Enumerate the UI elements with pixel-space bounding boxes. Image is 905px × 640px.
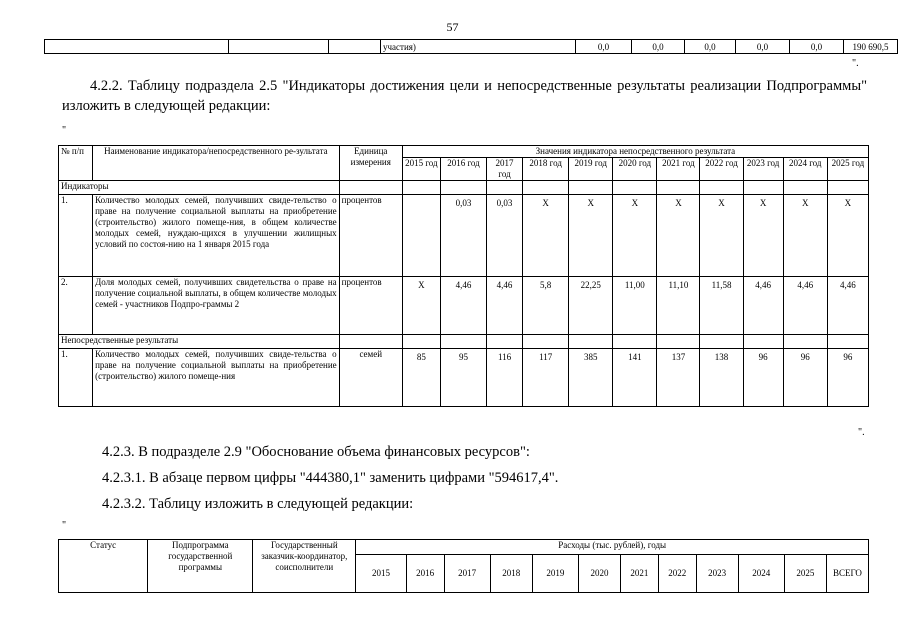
- header-year: 2025 год: [827, 158, 868, 181]
- table-row: [59, 277, 869, 335]
- header-year: 2016: [406, 555, 444, 593]
- row-value: 4,46: [827, 277, 868, 335]
- header-year: 2024 год: [783, 158, 827, 181]
- table-cell: участия): [381, 40, 576, 54]
- table-row: [59, 349, 869, 407]
- header-expenses: Расходы (тыс. рублей), годы: [356, 540, 869, 555]
- header-year: 2022 год: [700, 158, 743, 181]
- row-value: [402, 195, 440, 277]
- row-value: 0,03: [487, 195, 523, 277]
- row-value: 5,8: [523, 277, 569, 335]
- header-year: 2015: [356, 555, 406, 593]
- header-year: 2019: [532, 555, 578, 593]
- header-status: Статус: [59, 540, 148, 593]
- continuation-table: [44, 39, 898, 54]
- header-program: Подпрограмма государственной программы: [148, 540, 253, 593]
- header-unit: Единица измерения: [339, 146, 402, 181]
- row-name: Количество молодых семей, получивших свиде-тельство о праве на получение социальной выплаты на приобретение (строительство) жилого помеще-ния, в общем количестве молодых семей, нуждаю-щихся в улучшении жилищных условий по состоя-нию на 1 января 2015 года: [93, 195, 340, 277]
- page-number: 57: [446, 20, 459, 34]
- header-year: 2018: [490, 555, 532, 593]
- row-value: X: [569, 195, 613, 277]
- opening-quote: ": [62, 125, 67, 136]
- row-num: 1.: [59, 349, 93, 407]
- header-year: 2019 год: [569, 158, 613, 181]
- row-unit: процентов: [339, 277, 402, 335]
- header-year: 2025: [784, 555, 826, 593]
- closing-quote: ".: [858, 427, 865, 438]
- header-year: 2018 год: [523, 158, 569, 181]
- paragraph-4-2-3-2: 4.2.3.2. Таблицу изложить в следующей редакции:: [102, 496, 414, 512]
- opening-quote: ": [62, 520, 67, 531]
- header-year: 2021: [621, 555, 659, 593]
- header-year: 2017 год: [487, 158, 523, 181]
- table-cell: 0,0: [576, 40, 632, 54]
- row-value: X: [402, 277, 440, 335]
- row-value: X: [523, 195, 569, 277]
- row-value: 85: [402, 349, 440, 407]
- header-year: 2023: [696, 555, 738, 593]
- row-value: 95: [440, 349, 486, 407]
- header-values: Значения индикатора непосредственного результата: [402, 146, 868, 158]
- section-row: [59, 181, 869, 195]
- row-value: X: [783, 195, 827, 277]
- section-row: [59, 335, 869, 349]
- row-unit: процентов: [339, 195, 402, 277]
- header-name: Наименование индикатора/непосредственного ре-зультата: [93, 146, 340, 181]
- row-value: X: [827, 195, 868, 277]
- row-value: 4,46: [783, 277, 827, 335]
- row-value: 4,46: [743, 277, 783, 335]
- header-year: 2017: [444, 555, 490, 593]
- row-value: 4,46: [487, 277, 523, 335]
- row-value: X: [700, 195, 743, 277]
- table-row: [45, 40, 898, 54]
- closing-quote: ".: [852, 58, 859, 69]
- row-value: 96: [743, 349, 783, 407]
- row-value: 141: [613, 349, 657, 407]
- row-value: 4,46: [440, 277, 486, 335]
- table-cell: 190 690,5: [844, 40, 898, 54]
- table-header-row: [59, 146, 869, 158]
- header-customer: Государственный заказчик-координатор, соисполнители: [253, 540, 356, 593]
- row-value: 11,00: [613, 277, 657, 335]
- row-name: Количество молодых семей, получивших свиде-тельства о праве на получение социальной выплаты на приобретение (строительство) жилого помеще-ния: [93, 349, 340, 407]
- row-num: 1.: [59, 195, 93, 277]
- row-unit: семей: [339, 349, 402, 407]
- row-value: 385: [569, 349, 613, 407]
- header-year: 2023 год: [743, 158, 783, 181]
- row-value: X: [743, 195, 783, 277]
- table-cell: [45, 40, 229, 54]
- header-year: 2020: [578, 555, 620, 593]
- header-year: 2016 год: [440, 158, 486, 181]
- header-num: № п/п: [59, 146, 93, 181]
- table-row: [59, 195, 869, 277]
- table-cell: 0,0: [736, 40, 790, 54]
- header-year: 2024: [738, 555, 784, 593]
- paragraph-4-2-3-1: 4.2.3.1. В абзаце первом цифры "444380,1" заменить цифрами "594617,4".: [102, 470, 559, 486]
- finance-table: [58, 539, 869, 593]
- row-value: 96: [783, 349, 827, 407]
- row-value: 22,25: [569, 277, 613, 335]
- table-cell: 0,0: [632, 40, 685, 54]
- row-value: 11,58: [700, 277, 743, 335]
- row-value: 137: [657, 349, 700, 407]
- row-value: 138: [700, 349, 743, 407]
- row-value: X: [657, 195, 700, 277]
- header-year: 2022: [658, 555, 696, 593]
- table-cell: 0,0: [685, 40, 736, 54]
- header-year: 2021 год: [657, 158, 700, 181]
- row-name: Доля молодых семей, получивших свидетельства о праве на получение социальной выплаты, в общем количестве молодых семей - участников Подпро-граммы 2: [93, 277, 340, 335]
- row-value: 117: [523, 349, 569, 407]
- paragraph-4-2-3: 4.2.3. В подразделе 2.9 "Обоснование объема финансовых ресурсов":: [102, 444, 530, 460]
- table-cell: 0,0: [790, 40, 844, 54]
- header-total: ВСЕГО: [826, 555, 868, 593]
- row-value: 116: [487, 349, 523, 407]
- section-label: Индикаторы: [59, 181, 340, 195]
- header-year: 2020 год: [613, 158, 657, 181]
- table-cell: [329, 40, 381, 54]
- row-value: 11,10: [657, 277, 700, 335]
- row-value: X: [613, 195, 657, 277]
- row-value: 0,03: [440, 195, 486, 277]
- table-header-row: [59, 540, 869, 555]
- header-year: 2015 год: [402, 158, 440, 181]
- table-cell: [229, 40, 329, 54]
- indicators-table: [58, 145, 869, 407]
- section-label: Непосредственные результаты: [59, 335, 340, 349]
- row-num: 2.: [59, 277, 93, 335]
- paragraph-4-2-2: 4.2.2. Таблицу подраздела 2.5 "Индикаторы достижения цели и непосредственные результаты реализации Подпрограммы" изложить в следующей редакции:: [62, 78, 867, 114]
- row-value: 96: [827, 349, 868, 407]
